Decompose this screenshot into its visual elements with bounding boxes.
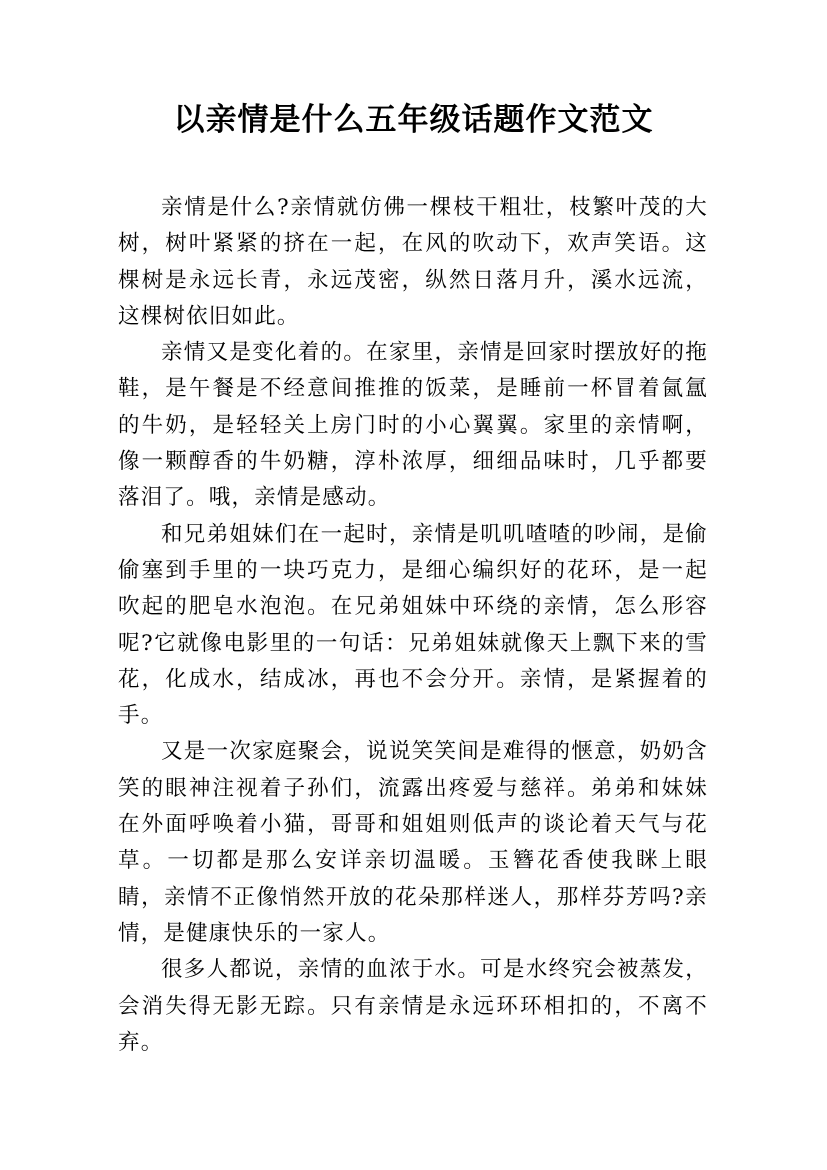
paragraph-3: 和兄弟姐妹们在一起时，亲情是叽叽喳喳的吵闹，是偷偷塞到手里的一块巧克力，是细心编织好的花环，是一起吹起的肥皂水泡泡。在兄弟姐妹中环绕的亲情，怎么形容呢?它就像电影里的一句话：兄弟姐妹就像天上飘下来的雪花，化成水，结成冰，再也不会分开。亲情，是紧握着的手。	[118, 521, 708, 729]
paragraph-1: 亲情是什么?亲情就仿佛一棵枝干粗壮，枝繁叶茂的大树，树叶紧紧的挤在一起，在风的吹动下，欢声笑语。这棵树是永远长青，永远茂密，纵然日落月升，溪水远流，这棵树依旧如此。	[118, 195, 708, 329]
paragraph-4: 又是一次家庭聚会，说说笑笑间是难得的惬意，奶奶含笑的眼神注视着子孙们，流露出疼爱与慈祥。弟弟和妹妹在外面呼唤着小猫，哥哥和姐姐则低声的谈论着天气与花草。一切都是那么安详亲切温暖。玉簪花香使我眯上眼睛，亲情不正像悄然开放的花朵那样迷人，那样芬芳吗?亲情，是健康快乐的一家人。	[118, 739, 708, 946]
document-title: 以亲情是什么五年级话题作文范文	[173, 102, 654, 138]
document-body	[118, 190, 708, 1061]
paragraph-5: 很多人都说，亲情的血浓于水。可是水终究会被蒸发，会消失得无影无踪。只有亲情是永远环环相扣的，不离不弃。	[118, 957, 708, 1055]
paragraph-2: 亲情又是变化着的。在家里，亲情是回家时摆放好的拖鞋，是午餐是不经意间推推的饭菜，是睡前一杯冒着氤氲的牛奶，是轻轻关上房门时的小心翼翼。家里的亲情啊，像一颗醇香的牛奶糖，淳朴浓厚，细细品味时，几乎都要落泪了。哦，亲情是感动。	[118, 340, 708, 511]
